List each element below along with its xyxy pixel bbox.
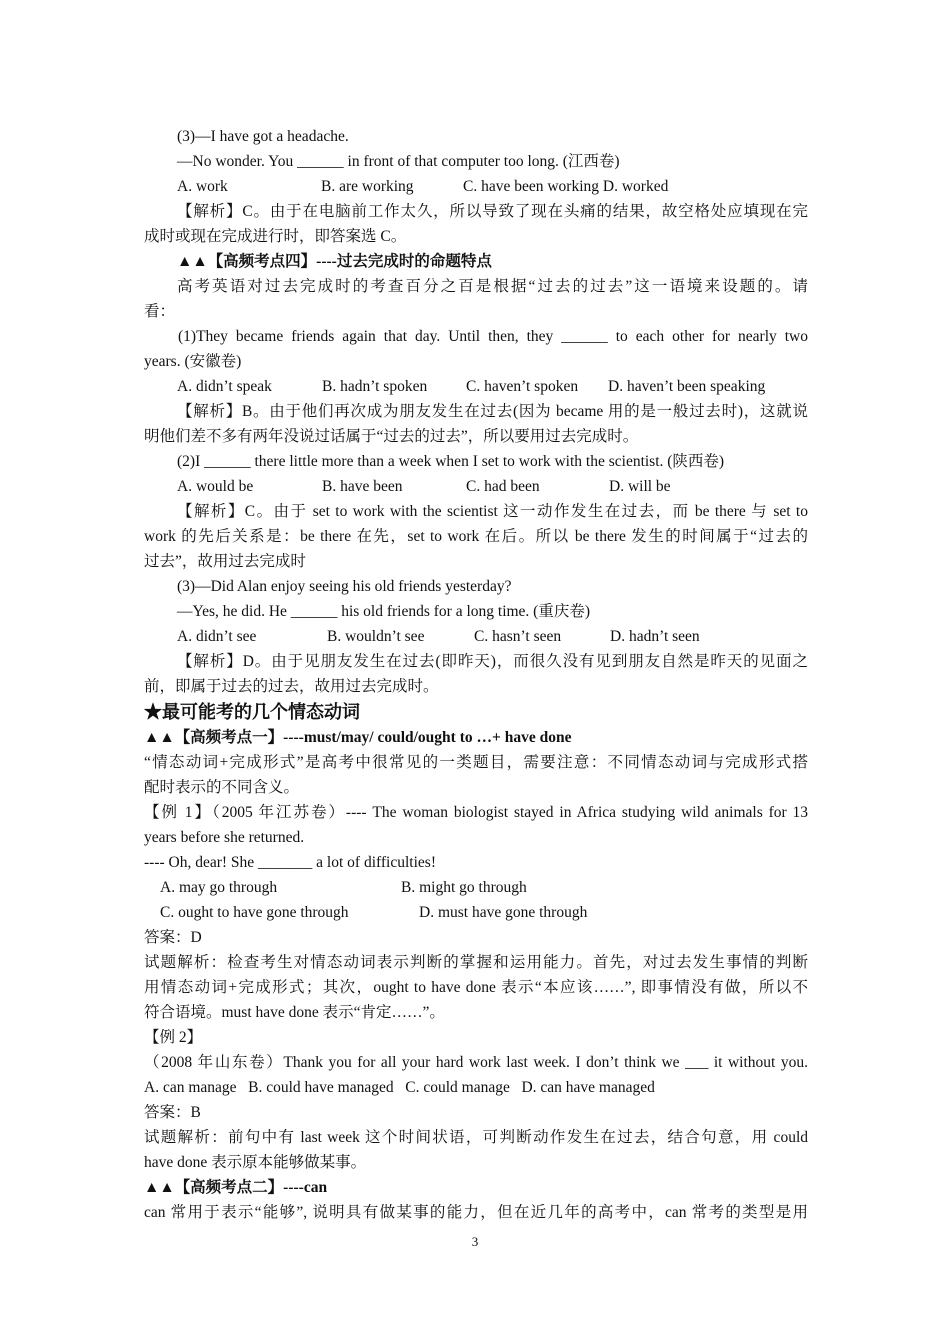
option: B. have been [322,478,403,495]
text-line: years before she returned. [144,829,305,846]
text-line: 【解析】B。由于他们再次成为朋友发生在过去(因为 became 用的是一般过去时)，这就说 [177,403,808,420]
option: A. didn’t speak [177,378,272,395]
options-row [144,900,808,925]
text-line: 【解析】D。由于见朋友发生在过去(即昨天)，而很久没有见到朋友自然是昨天的见面之 [177,653,808,670]
option: A. would be [177,478,254,495]
options-row [144,474,808,499]
option: B. are working [321,178,414,195]
text-line: 高考英语对过去完成时的考查百分之百是根据“过去的过去”这一语境来设题的。请 [177,278,808,295]
text-line: 【例 2】 [144,1029,203,1046]
options-row [144,374,808,399]
text-line: (2)I ______ there little more than a week when I set to work with the scientist. (陕西卷) [177,453,725,470]
text-line: 看： [144,303,176,320]
text-line: have done 表示原本能够做某事。 [144,1154,367,1171]
page-number: 3 [471,1234,479,1249]
answer-line: 答案：D [144,929,202,946]
option: C. have been working D. worked [463,178,669,195]
text-line: work 的先后关系是：be there 在先，set to work 在后。所以 be there 发生的时间属于“过去的 [144,528,808,545]
option: A. may go through [160,879,278,896]
text-line: 【解析】C。由于在电脑前工作太久，所以导致了现在头痛的结果，故空格处应填现在完 [177,203,808,220]
section-heading: ▲▲【高频考点二】----can [144,1179,328,1196]
section-heading: ▲▲【高频考点一】----must/may/ could/ought to …+ have done [144,729,572,746]
option: A. work [177,178,228,195]
text-line: (3)—I have got a headache. [177,128,349,145]
options-row [144,174,808,199]
option: D. haven’t been speaking [608,378,766,395]
option: B. wouldn’t see [327,628,425,645]
text-line: —No wonder. You ______ in front of that computer too long. (江西卷) [177,153,620,170]
option: B. hadn’t spoken [322,378,428,395]
text-line: —Yes, he did. He ______ his old friends for a long time. (重庆卷) [177,603,591,620]
text-line: 【例 1】（2005 年江苏卷）---- The woman biologist stayed in Africa studying wild animals for 13 [144,804,808,821]
text-line: can 常用于表示“能够”, 说明具有做某事的能力，但在近几年的高考中，can 常考的类型是用 [144,1204,808,1221]
text-line: (1)They became friends again that day. Until then, they ______ to each other for nearly two [178,328,808,345]
text-line: ---- Oh, dear! She _______ a lot of difficulties! [144,854,436,871]
text-line: 【解析】C。由于 set to work with the scientist 这一动作发生在过去，而 be there 与 set to [177,503,808,520]
text-line: “情态动词+完成形式”是高考中很常见的一类题目，需要注意：不同情态动词与完成形式搭 [144,754,808,771]
option: D. hadn’t seen [610,628,700,645]
option: C. had been [466,478,540,495]
option: D. will be [609,478,671,495]
text-line: 试题解析：前句中有 last week 这个时间状语，可判断动作发生在过去，结合句意，用 could [144,1129,808,1146]
option: C. hasn’t seen [474,628,562,645]
text-line: 配时表示的不同含义。 [144,779,300,796]
text-line: (3)—Did Alan enjoy seeing his old friends yesterday? [177,578,512,595]
option: C. ought to have gone through [160,904,349,921]
text-line: 过去”，故用过去完成时 [144,553,306,570]
text-line: （2008 年山东卷）Thank you for all your hard work last week. I don’t think we ___ it without you. [144,1054,808,1071]
text-line: 前，即属于过去的过去，故用过去完成时。 [144,678,439,695]
section-title: ★最可能考的几个情态动词 [144,702,360,722]
options-row [144,624,808,649]
option: A. didn’t see [177,628,257,645]
document-page [144,124,808,1225]
answer-line: 答案：B [144,1104,201,1121]
text-line: 试题解析：检查考生对情态动词表示判断的掌握和运用能力。首先，对过去发生事情的判断 [144,954,808,971]
option: D. must have gone through [419,904,588,921]
text-line: 明他们差不多有两年没说过话属于“过去的过去”，所以要用过去完成时。 [144,428,639,445]
options-row: A. can manage B. could have managed C. could manage D. can have managed [144,1079,655,1096]
text-line: 符合语境。must have done 表示“肯定……”。 [144,1004,445,1021]
text-line: 用情态动词+完成形式；其次，ought to have done 表示“本应该……”, 即事情没有做，所以不 [144,979,808,996]
options-row [144,875,808,900]
text-line: years. (安徽卷) [144,353,242,370]
option: C. haven’t spoken [466,378,579,395]
section-heading: ▲▲【高频考点四】----过去完成时的命题特点 [177,253,492,270]
text-line: 成时或现在完成进行时，即答案选 C。 [144,228,407,245]
option: B. might go through [401,879,527,896]
